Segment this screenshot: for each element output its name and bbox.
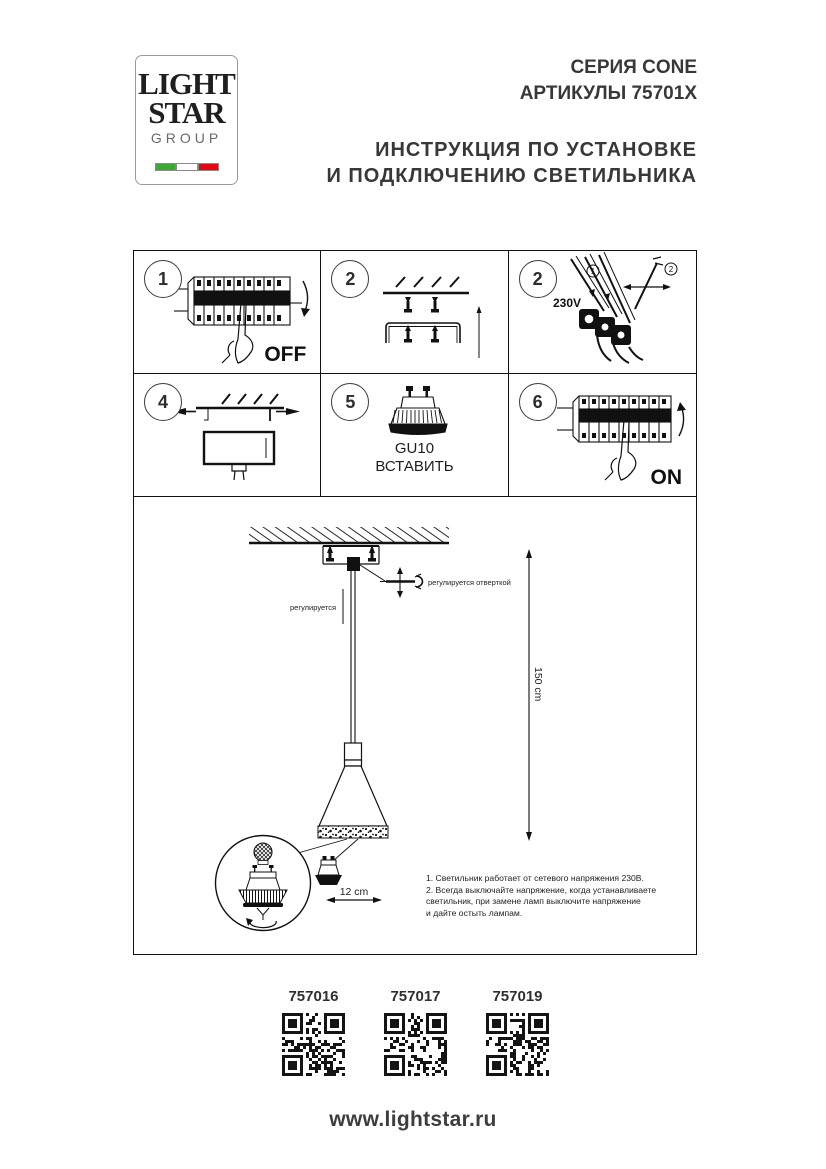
qr-item-757016 bbox=[282, 988, 345, 1076]
qr-code bbox=[384, 1013, 447, 1076]
instruction-title bbox=[227, 138, 697, 189]
logo-text-light: LIGHT bbox=[138, 66, 235, 101]
step-1-caption: OFF bbox=[264, 343, 307, 366]
articles-title: АРТИКУЛЫ 75701X bbox=[519, 82, 697, 104]
step-4-number: 4 bbox=[144, 383, 182, 421]
bulb-type-label: GU10 bbox=[394, 440, 435, 457]
wire-marker: 1 bbox=[590, 267, 595, 276]
flag-red-segment bbox=[198, 163, 219, 171]
qr-item-757017 bbox=[384, 988, 447, 1076]
article-code: 757019 bbox=[492, 988, 543, 1005]
article-code: 757017 bbox=[390, 988, 441, 1005]
step-6-number: 6 bbox=[519, 383, 557, 421]
article-code: 757016 bbox=[288, 988, 339, 1005]
gu10-bulb-small bbox=[315, 856, 342, 885]
flag-green-segment bbox=[155, 163, 176, 171]
step-3-panel bbox=[509, 251, 696, 374]
screwdriver-adjust-label: регулируется отверткой bbox=[428, 578, 511, 587]
step-6-caption: ON bbox=[650, 466, 682, 489]
note-line: светильник, при замене ламп выключите напряжение bbox=[426, 896, 641, 907]
voltage-label: 230V bbox=[552, 296, 581, 310]
website-url: www.lightstar.ru bbox=[329, 1108, 497, 1131]
step-4-panel bbox=[134, 374, 321, 497]
instruction-title-line2: И ПОДКЛЮЧЕНИЮ СВЕТИЛЬНИКА bbox=[326, 164, 697, 187]
steps-grid bbox=[134, 251, 696, 497]
qr-code bbox=[486, 1013, 549, 1076]
logo-text-group: GROUP bbox=[150, 130, 223, 147]
note-line: 2. Всегда выключайте напряжение, когда устанавливаете bbox=[426, 884, 657, 895]
qr-code bbox=[282, 1013, 345, 1076]
step-5-caption bbox=[321, 440, 507, 476]
ceiling-hatch bbox=[249, 527, 449, 543]
shade-rim bbox=[318, 826, 388, 838]
screwdriver-marker: 2 bbox=[668, 265, 673, 274]
adjustable-label: регулируется bbox=[290, 603, 337, 612]
width-dimension bbox=[326, 886, 382, 903]
height-dimension-label: 150 cm bbox=[532, 667, 544, 702]
note-line: 1. Светильник работает от сетевого напряжения 230В. bbox=[426, 873, 644, 883]
step-1-number: 1 bbox=[144, 260, 182, 298]
width-dimension-label: 12 cm bbox=[339, 886, 369, 898]
step-5-number: 5 bbox=[331, 383, 369, 421]
instruction-frame bbox=[133, 250, 697, 955]
series-title: СЕРИЯ CONE bbox=[570, 57, 697, 78]
cone-shade bbox=[319, 766, 387, 826]
logo-text-star: STAR bbox=[148, 94, 225, 130]
insert-label: ВСТАВИТЬ bbox=[375, 458, 454, 475]
step-5-panel bbox=[321, 374, 508, 497]
lightstar-logo bbox=[135, 55, 238, 185]
qr-item-757019 bbox=[486, 988, 549, 1076]
height-dimension bbox=[526, 549, 544, 841]
instruction-title-line1: ИНСТРУКЦИЯ ПО УСТАНОВКЕ bbox=[375, 139, 697, 162]
step-1-panel bbox=[134, 251, 321, 374]
step-3-number: 2 bbox=[519, 260, 557, 298]
step-2-panel bbox=[321, 251, 508, 374]
step-2-number: 2 bbox=[331, 260, 369, 298]
safety-notes bbox=[426, 873, 656, 919]
lamp-detail-callout bbox=[216, 836, 311, 931]
flag-white-segment bbox=[176, 163, 197, 171]
step-6-panel bbox=[509, 374, 696, 497]
header bbox=[227, 55, 697, 189]
socket-housing bbox=[345, 743, 362, 760]
screwdriver-icon bbox=[380, 567, 422, 598]
cable-lock-block bbox=[347, 557, 360, 571]
note-line: и дайте остыть лампам. bbox=[426, 907, 523, 918]
italian-flag-stripe bbox=[155, 163, 219, 171]
pendant-diagram bbox=[134, 497, 696, 953]
